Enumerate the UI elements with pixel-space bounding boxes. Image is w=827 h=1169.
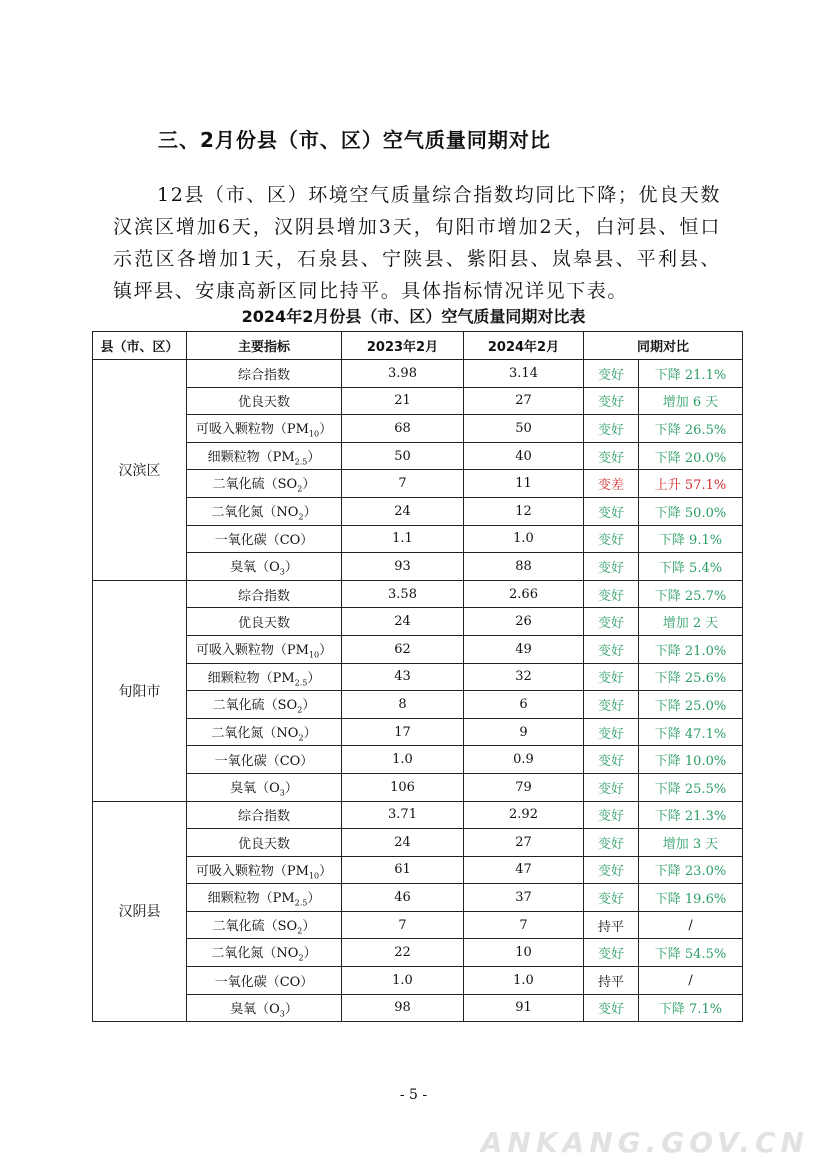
indicator-label: 一氧化碳（CO） <box>214 533 314 549</box>
change-cell: 下降 26.5% <box>639 415 743 443</box>
change-cell: 下降 25.7% <box>639 580 743 608</box>
table-row <box>93 497 743 525</box>
indicator-label: 一氧化碳（CO） <box>214 974 314 990</box>
indicator-cell <box>187 387 342 415</box>
change-cell: 下降 47.1% <box>639 718 743 746</box>
value-2024-cell: 32 <box>464 663 584 691</box>
value-2024-cell: 50 <box>464 415 584 443</box>
indicator-suffix: ） <box>302 918 316 934</box>
summary-paragraph: 12县（市、区）环境空气质量综合指数均同比下降；优良天数汉滨区增加6天，汉阴县增加3天，旬阳市增加2天，白河县、恒口示范区各增加1天，石泉县、宁陕县、紫阳县、岚皋县、平利县、镇坪县、安康高新区同比持平。具体指标情况详见下表。 <box>113 184 721 302</box>
indicator-subscript: 2.5 <box>294 898 308 908</box>
status-cell: 变好 <box>584 360 639 388</box>
indicator-cell <box>187 801 342 829</box>
value-2023-cell: 3.58 <box>342 580 464 608</box>
indicator-subscript: 3 <box>279 567 285 577</box>
indicator-suffix: ） <box>302 698 316 714</box>
table-row <box>93 442 743 470</box>
indicator-cell <box>187 635 342 663</box>
value-2024-cell: 12 <box>464 497 584 525</box>
indicator-label: 优良天数 <box>237 395 290 411</box>
table-row <box>93 967 743 995</box>
indicator-subscript: 10 <box>308 650 320 660</box>
table-title: 2024年2月份县（市、区）空气质量同期对比表 <box>241 307 586 326</box>
indicator-subscript: 2 <box>298 733 304 743</box>
indicator-cell <box>187 415 342 443</box>
value-2023-cell: 61 <box>342 856 464 884</box>
indicator-suffix: ） <box>284 780 298 796</box>
status-cell: 变好 <box>584 497 639 525</box>
indicator-cell <box>187 442 342 470</box>
indicator-cell <box>187 470 342 498</box>
value-2024-cell: 37 <box>464 884 584 912</box>
value-2023-cell: 68 <box>342 415 464 443</box>
status-cell: 变差 <box>584 470 639 498</box>
indicator-cell <box>187 360 342 388</box>
table-row <box>93 387 743 415</box>
header-2024: 2024年2月 <box>464 332 584 360</box>
section-heading: 三、2月份县（市、区）空气质量同期对比 <box>158 128 551 152</box>
table-row <box>93 801 743 829</box>
indicator-suffix: ） <box>284 1001 298 1017</box>
indicator-label: 可吸入颗粒物（PM <box>195 642 309 658</box>
status-cell: 变好 <box>584 415 639 443</box>
value-2024-cell: 2.92 <box>464 801 584 829</box>
change-cell: 下降 10.0% <box>639 746 743 774</box>
change-cell: 下降 25.0% <box>639 691 743 719</box>
change-cell: 下降 23.0% <box>639 856 743 884</box>
value-2024-cell: 6 <box>464 691 584 719</box>
indicator-cell <box>187 939 342 967</box>
value-2024-cell: 79 <box>464 773 584 801</box>
table-row <box>93 939 743 967</box>
region-cell: 旬阳市 <box>93 580 187 801</box>
indicator-cell <box>187 525 342 553</box>
table-row <box>93 608 743 636</box>
table-row <box>93 580 743 608</box>
table-row <box>93 994 743 1022</box>
value-2023-cell: 3.71 <box>342 801 464 829</box>
value-2024-cell: 47 <box>464 856 584 884</box>
value-2023-cell: 93 <box>342 553 464 581</box>
indicator-label: 优良天数 <box>237 836 290 852</box>
value-2024-cell: 11 <box>464 470 584 498</box>
indicator-label: 二氧化硫（SO <box>212 918 298 934</box>
indicator-label: 可吸入颗粒物（PM <box>195 863 309 879</box>
value-2023-cell: 17 <box>342 718 464 746</box>
indicator-label: 综合指数 <box>237 367 290 383</box>
indicator-label: 一氧化碳（CO） <box>214 754 314 770</box>
indicator-cell <box>187 911 342 939</box>
indicator-suffix: ） <box>319 422 333 438</box>
status-cell: 变好 <box>584 525 639 553</box>
status-cell: 变好 <box>584 773 639 801</box>
status-cell: 变好 <box>584 691 639 719</box>
status-cell: 变好 <box>584 746 639 774</box>
indicator-subscript: 2 <box>297 705 303 715</box>
value-2024-cell: 1.0 <box>464 967 584 995</box>
status-cell: 变好 <box>584 884 639 912</box>
header-indicator: 主要指标 <box>187 332 342 360</box>
indicator-label: 二氧化硫（SO <box>212 477 298 493</box>
indicator-suffix: ） <box>303 725 317 741</box>
value-2023-cell: 98 <box>342 994 464 1022</box>
region-cell: 汉阴县 <box>93 801 187 1022</box>
indicator-cell <box>187 663 342 691</box>
value-2024-cell: 3.14 <box>464 360 584 388</box>
indicator-subscript: 2 <box>298 954 304 964</box>
value-2024-cell: 49 <box>464 635 584 663</box>
table-body <box>93 360 743 1022</box>
indicator-subscript: 2.5 <box>294 678 308 688</box>
change-cell: / <box>639 911 743 939</box>
change-cell: 增加 2 天 <box>639 608 743 636</box>
change-cell: 下降 25.5% <box>639 773 743 801</box>
indicator-cell <box>187 856 342 884</box>
value-2024-cell: 88 <box>464 553 584 581</box>
value-2023-cell: 62 <box>342 635 464 663</box>
indicator-label: 综合指数 <box>237 809 290 825</box>
indicator-suffix: ） <box>307 449 321 465</box>
status-cell: 变好 <box>584 801 639 829</box>
indicator-cell <box>187 967 342 995</box>
value-2023-cell: 1.0 <box>342 967 464 995</box>
change-cell: 下降 21.0% <box>639 635 743 663</box>
value-2023-cell: 22 <box>342 939 464 967</box>
change-cell: 增加 6 天 <box>639 387 743 415</box>
indicator-label: 可吸入颗粒物（PM <box>195 422 309 438</box>
table-row <box>93 470 743 498</box>
value-2023-cell: 43 <box>342 663 464 691</box>
value-2023-cell: 24 <box>342 608 464 636</box>
table-row <box>93 718 743 746</box>
status-cell: 变好 <box>584 994 639 1022</box>
indicator-label: 臭氧（O <box>230 1001 280 1017</box>
indicator-cell <box>187 773 342 801</box>
change-cell: 下降 21.1% <box>639 360 743 388</box>
status-cell: 变好 <box>584 663 639 691</box>
change-cell: 下降 50.0% <box>639 497 743 525</box>
value-2023-cell: 106 <box>342 773 464 801</box>
status-cell: 变好 <box>584 580 639 608</box>
indicator-subscript: 10 <box>308 871 320 881</box>
table-row <box>93 360 743 388</box>
indicator-label: 臭氧（O <box>230 560 280 576</box>
value-2024-cell: 10 <box>464 939 584 967</box>
status-cell: 变好 <box>584 856 639 884</box>
indicator-subscript: 10 <box>308 429 320 439</box>
change-cell: 下降 21.3% <box>639 801 743 829</box>
indicator-cell <box>187 580 342 608</box>
table-row <box>93 691 743 719</box>
indicator-label: 综合指数 <box>237 588 290 604</box>
table-row <box>93 635 743 663</box>
indicator-cell <box>187 829 342 857</box>
indicator-cell <box>187 994 342 1022</box>
indicator-label: 细颗粒物（PM <box>207 891 295 907</box>
region-cell: 汉滨区 <box>93 360 187 581</box>
indicator-cell <box>187 497 342 525</box>
value-2023-cell: 8 <box>342 691 464 719</box>
header-compare: 同期对比 <box>584 332 743 360</box>
status-cell: 变好 <box>584 442 639 470</box>
table-row <box>93 415 743 443</box>
value-2023-cell: 3.98 <box>342 360 464 388</box>
indicator-cell <box>187 746 342 774</box>
change-cell: 下降 19.6% <box>639 884 743 912</box>
indicator-suffix: ） <box>284 560 298 576</box>
indicator-subscript: 3 <box>279 788 285 798</box>
change-cell: 增加 3 天 <box>639 829 743 857</box>
value-2023-cell: 1.1 <box>342 525 464 553</box>
indicator-subscript: 2 <box>297 926 303 936</box>
value-2023-cell: 1.0 <box>342 746 464 774</box>
comparison-table <box>92 331 743 1022</box>
watermark: ANKANG.GOV.CN <box>480 1126 809 1159</box>
table-row <box>93 553 743 581</box>
change-cell: / <box>639 967 743 995</box>
table-row <box>93 773 743 801</box>
value-2024-cell: 27 <box>464 829 584 857</box>
indicator-label: 优良天数 <box>237 616 290 632</box>
indicator-suffix: ） <box>319 642 333 658</box>
change-cell: 下降 54.5% <box>639 939 743 967</box>
indicator-cell <box>187 608 342 636</box>
indicator-label: 二氧化氮（NO <box>211 504 299 520</box>
change-cell: 上升 57.1% <box>639 470 743 498</box>
indicator-cell <box>187 884 342 912</box>
indicator-label: 细颗粒物（PM <box>207 670 295 686</box>
table-row <box>93 746 743 774</box>
indicator-suffix: ） <box>307 891 321 907</box>
header-region: 县（市、区） <box>93 332 187 360</box>
indicator-suffix: ） <box>303 946 317 962</box>
status-cell: 变好 <box>584 608 639 636</box>
value-2023-cell: 21 <box>342 387 464 415</box>
value-2024-cell: 27 <box>464 387 584 415</box>
change-cell: 下降 25.6% <box>639 663 743 691</box>
value-2024-cell: 40 <box>464 442 584 470</box>
table-row <box>93 911 743 939</box>
value-2023-cell: 7 <box>342 470 464 498</box>
indicator-label: 细颗粒物（PM <box>207 449 295 465</box>
value-2024-cell: 2.66 <box>464 580 584 608</box>
table-header-row <box>93 332 743 360</box>
indicator-subscript: 3 <box>279 1009 285 1019</box>
indicator-label: 二氧化氮（NO <box>211 725 299 741</box>
indicator-cell <box>187 691 342 719</box>
indicator-suffix: ） <box>302 477 316 493</box>
status-cell: 变好 <box>584 718 639 746</box>
table-row <box>93 525 743 553</box>
indicator-subscript: 2 <box>297 484 303 494</box>
table-row <box>93 884 743 912</box>
value-2024-cell: 1.0 <box>464 525 584 553</box>
change-cell: 下降 9.1% <box>639 525 743 553</box>
value-2024-cell: 9 <box>464 718 584 746</box>
status-cell: 变好 <box>584 829 639 857</box>
table-row <box>93 663 743 691</box>
header-2023: 2023年2月 <box>342 332 464 360</box>
indicator-cell <box>187 553 342 581</box>
indicator-label: 二氧化硫（SO <box>212 698 298 714</box>
status-cell: 变好 <box>584 939 639 967</box>
status-cell: 变好 <box>584 635 639 663</box>
table-row <box>93 856 743 884</box>
value-2023-cell: 46 <box>342 884 464 912</box>
change-cell: 下降 5.4% <box>639 553 743 581</box>
value-2024-cell: 91 <box>464 994 584 1022</box>
value-2023-cell: 24 <box>342 497 464 525</box>
status-cell: 持平 <box>584 911 639 939</box>
value-2024-cell: 26 <box>464 608 584 636</box>
value-2023-cell: 50 <box>342 442 464 470</box>
indicator-label: 臭氧（O <box>230 780 280 796</box>
indicator-suffix: ） <box>303 504 317 520</box>
value-2024-cell: 0.9 <box>464 746 584 774</box>
indicator-subscript: 2 <box>298 512 304 522</box>
indicator-label: 二氧化氮（NO <box>211 946 299 962</box>
indicator-cell <box>187 718 342 746</box>
indicator-suffix: ） <box>307 670 321 686</box>
status-cell: 变好 <box>584 387 639 415</box>
table-row <box>93 829 743 857</box>
indicator-suffix: ） <box>319 863 333 879</box>
value-2023-cell: 24 <box>342 829 464 857</box>
value-2024-cell: 7 <box>464 911 584 939</box>
indicator-subscript: 2.5 <box>294 457 308 467</box>
page-number: - 5 - <box>399 1087 428 1103</box>
status-cell: 变好 <box>584 553 639 581</box>
value-2023-cell: 7 <box>342 911 464 939</box>
change-cell: 下降 20.0% <box>639 442 743 470</box>
change-cell: 下降 7.1% <box>639 994 743 1022</box>
status-cell: 持平 <box>584 967 639 995</box>
